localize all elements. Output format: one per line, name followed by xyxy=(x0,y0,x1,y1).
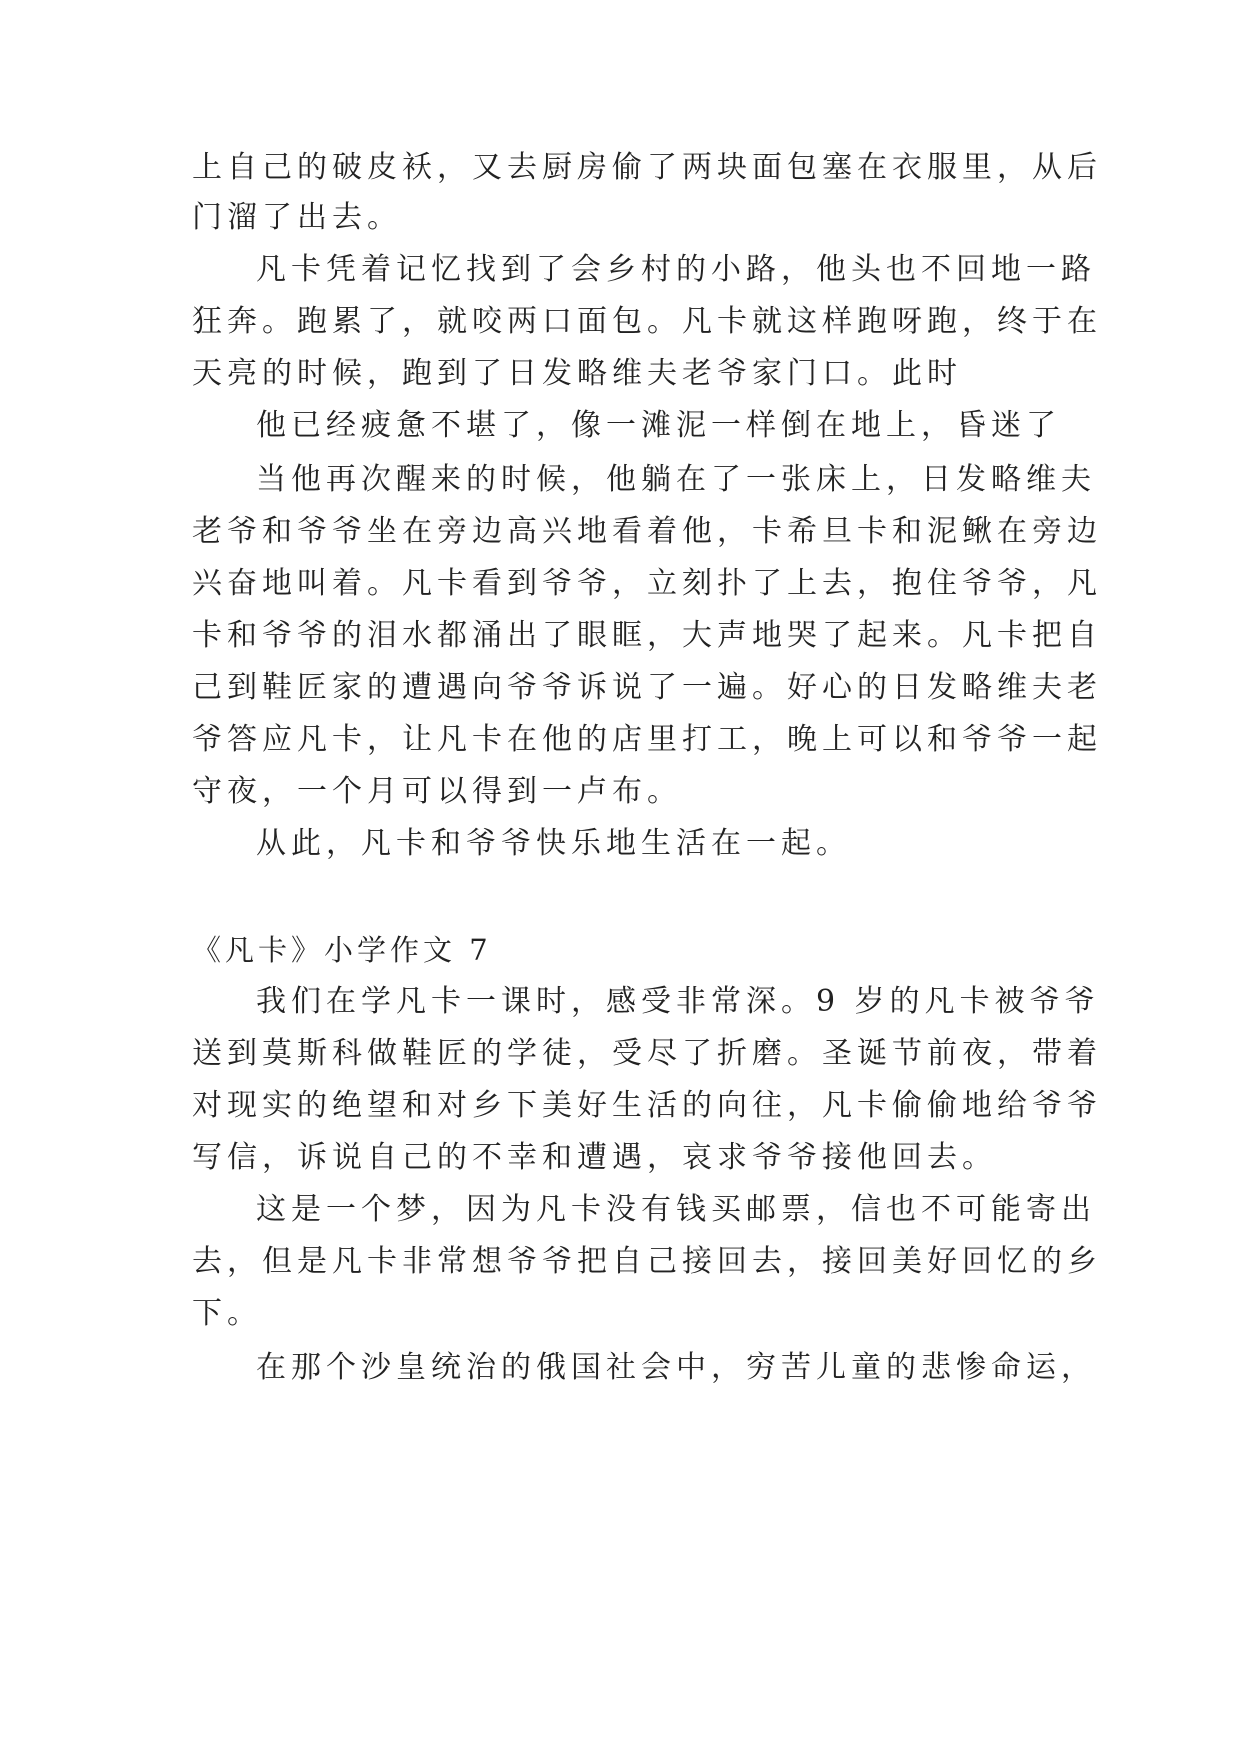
text-line: 爷答应凡卡，让凡卡在他的店里打工，晚上可以和爷爷一起 xyxy=(192,722,1102,757)
text-line: 从此，凡卡和爷爷快乐地生活在一起。 xyxy=(256,826,851,861)
text-line: 我们在学凡卡一课时，感受非常深。9 岁的凡卡被爷爷 xyxy=(256,984,1100,1019)
text-line: 上自己的破皮袄，又去厨房偷了两块面包塞在衣服里，从后 xyxy=(192,150,1102,185)
text-line: 己到鞋匠家的遭遇向爷爷诉说了一遍。好心的日发略维夫老 xyxy=(192,670,1102,705)
text-line: 这是一个梦，因为凡卡没有钱买邮票，信也不可能寄出 xyxy=(256,1192,1096,1227)
text-line: 去，但是凡卡非常想爷爷把自己接回去，接回美好回忆的乡 xyxy=(192,1244,1102,1279)
text-line: 天亮的时候，跑到了日发略维夫老爷家门口。此时 xyxy=(192,356,962,391)
text-line: 狂奔。跑累了，就咬两口面包。凡卡就这样跑呀跑，终于在 xyxy=(192,304,1102,339)
text-line: 对现实的绝望和对乡下美好生活的向往，凡卡偷偷地给爷爷 xyxy=(192,1088,1102,1123)
text-line: 他已经疲惫不堪了，像一滩泥一样倒在地上，昏迷了 xyxy=(256,408,1061,443)
text-line: 凡卡凭着记忆找到了会乡村的小路，他头也不回地一路 xyxy=(256,252,1096,287)
text-line: 兴奋地叫着。凡卡看到爷爷，立刻扑了上去，抱住爷爷，凡 xyxy=(192,566,1102,601)
text-line: 送到莫斯科做鞋匠的学徒，受尽了折磨。圣诞节前夜，带着 xyxy=(192,1036,1102,1071)
text-line: 卡和爷爷的泪水都涌出了眼眶，大声地哭了起来。凡卡把自 xyxy=(192,618,1102,653)
text-line: 门溜了出去。 xyxy=(192,200,402,235)
text-line: 写信，诉说自己的不幸和遭遇，哀求爷爷接他回去。 xyxy=(192,1140,997,1175)
section-heading: 《凡卡》小学作文 7 xyxy=(192,933,492,967)
text-line: 下。 xyxy=(192,1296,262,1331)
text-line: 守夜，一个月可以得到一卢布。 xyxy=(192,774,682,809)
text-line: 老爷和爷爷坐在旁边高兴地看着他，卡希旦卡和泥鳅在旁边 xyxy=(192,514,1102,549)
text-line: 在那个沙皇统治的俄国社会中，穷苦儿童的悲惨命运， xyxy=(256,1350,1096,1385)
text-line: 当他再次醒来的时候，他躺在了一张床上，日发略维夫 xyxy=(256,462,1096,497)
